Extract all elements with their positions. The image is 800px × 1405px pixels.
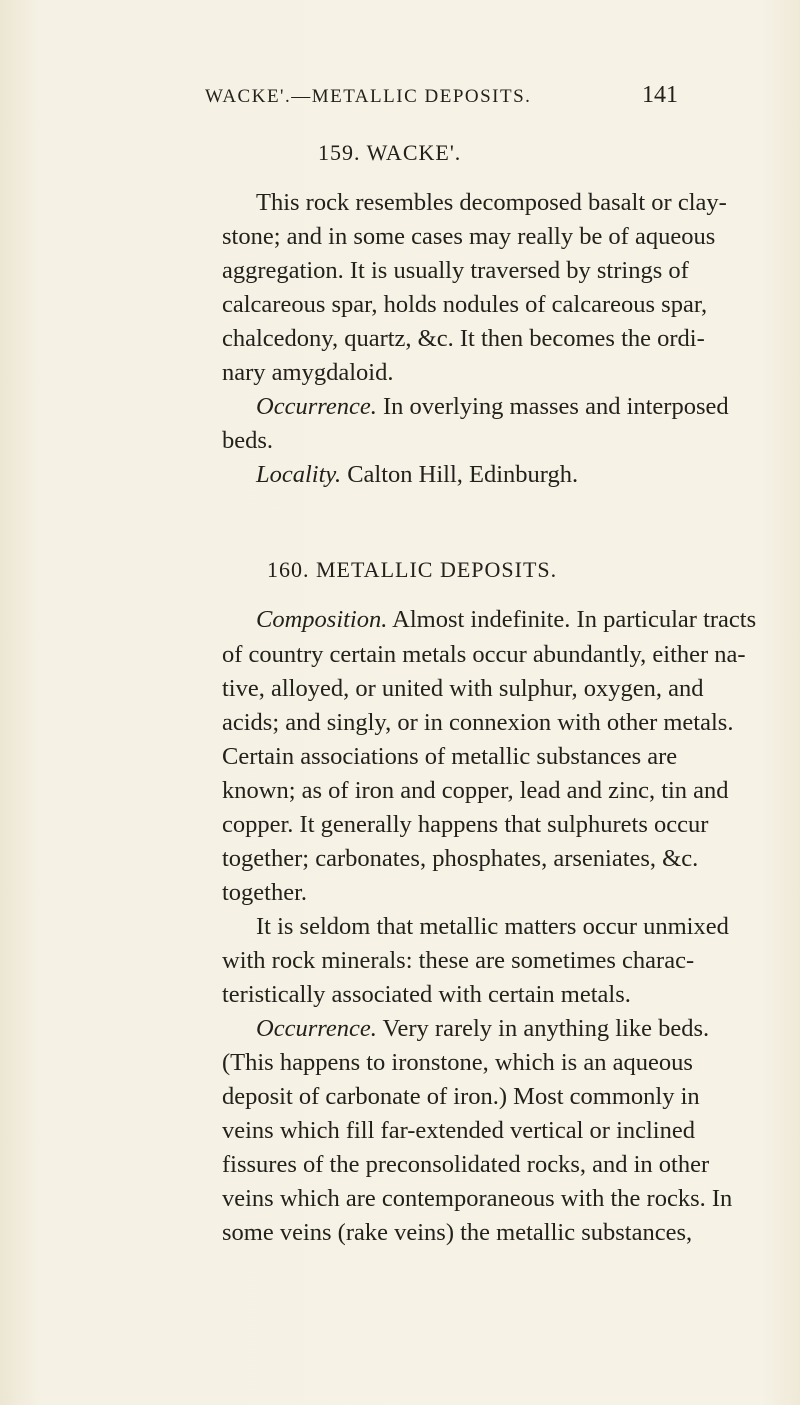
text-line: Certain associations of metallic substances are xyxy=(222,743,678,770)
occurrence-line xyxy=(256,1014,709,1044)
text-line: copper. It generally happens that sulphurets occur xyxy=(222,811,709,838)
text-line: veins which fill far-extended vertical or inclined xyxy=(222,1117,695,1144)
text-line: aggregation. It is usually traversed by strings of xyxy=(222,257,689,284)
text-line: stone; and in some cases may really be of aqueous xyxy=(222,223,716,250)
text-line: with rock minerals: these are sometimes charac- xyxy=(222,947,695,974)
composition-line xyxy=(256,605,756,635)
running-title: WACKE'.—METALLIC DEPOSITS. xyxy=(205,86,532,107)
text-line: together; carbonates, phosphates, arseniates, &c. xyxy=(222,845,699,872)
text-line: calcareous spar, holds nodules of calcareous spar, xyxy=(222,291,708,318)
running-head xyxy=(205,82,685,116)
text-line: chalcedony, quartz, &c. It then becomes the ordi- xyxy=(222,325,705,352)
text-line: tive, alloyed, or united with sulphur, oxygen, and xyxy=(222,675,704,702)
text-line: veins which are contemporaneous with the rocks. In xyxy=(222,1185,733,1212)
text-line: acids; and singly, or in connexion with other metals. xyxy=(222,709,734,736)
occurrence-label: Occurrence. xyxy=(256,1015,377,1042)
composition-text: Almost indefinite. In particular tracts xyxy=(387,606,757,633)
text-line: It is seldom that metallic matters occur unmixed xyxy=(256,913,729,940)
text-line: deposit of carbonate of iron.) Most commonly in xyxy=(222,1083,700,1110)
text-line: together. xyxy=(222,879,308,906)
text-line: This rock resembles decomposed basalt or clay- xyxy=(256,189,727,216)
text-line: of country certain metals occur abundantly, either na- xyxy=(222,641,746,668)
occurrence-text: Very rarely in anything like beds. xyxy=(376,1015,710,1042)
text-line: fissures of the preconsolidated rocks, and in other xyxy=(222,1151,710,1178)
section-heading-159: 159. WACKE'. xyxy=(318,140,462,165)
section-heading-160: 160. METALLIC DEPOSITS. xyxy=(267,557,558,582)
text-line: teristically associated with certain metals. xyxy=(222,981,631,1008)
page-number: 141 xyxy=(642,82,678,108)
text-line: (This happens to ironstone, which is an aqueous xyxy=(222,1049,693,1076)
locality-text: Calton Hill, Edinburgh. xyxy=(341,461,579,488)
locality-label: Locality. xyxy=(256,461,342,488)
text-line: beds. xyxy=(222,427,274,454)
text-line: some veins (rake veins) the metallic substances, xyxy=(222,1219,693,1246)
text-line: nary amygdaloid. xyxy=(222,359,394,386)
occurrence-label: Occurrence. xyxy=(256,393,377,420)
occurrence-text: In overlying masses and interposed xyxy=(376,393,729,420)
occurrence-line xyxy=(256,392,729,422)
composition-label: Composition. xyxy=(256,606,388,633)
locality-line xyxy=(256,460,578,490)
text-line: known; as of iron and copper, lead and zinc, tin and xyxy=(222,777,729,804)
